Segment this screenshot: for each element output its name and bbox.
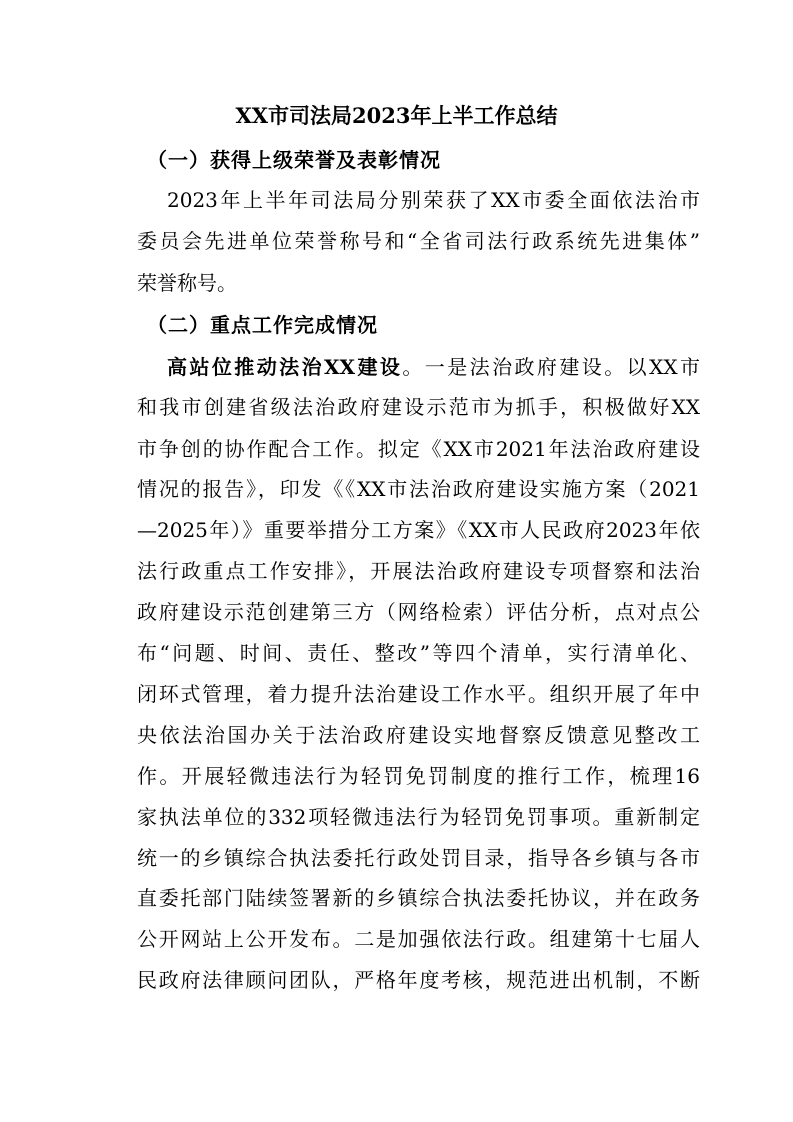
document-title: XX市司法局2023年上半工作总结 — [235, 103, 558, 128]
lead-text: 。一是法治政府建设。以XX市 — [402, 355, 700, 379]
paragraph-line: 直委托部门陆续签署新的乡镇综合执法委托协议，并在政务 — [137, 886, 700, 910]
paragraph-line: 民政府法律顾问团队，严格年度考核，规范进出机制，不断 — [137, 968, 700, 992]
paragraph-line: —2025年）》重要举措分工方案》《XX市人民政府2023年依 — [137, 518, 700, 542]
paragraph-line: 情况的报告》，印发《《XX市法治政府建设实施方案（2021 — [137, 477, 700, 501]
paragraph-line: 市争创的协作配合工作。拟定《XX市2021年法治政府建设 — [137, 437, 700, 461]
paragraph-line: 2023年上半年司法局分别荣获了XX市委全面依法治市 — [167, 188, 700, 212]
paragraph-line: 委员会先进单位荣誉称号和“全省司法行政系统先进集体” — [137, 229, 700, 253]
paragraph-line: 法行政重点工作安排》，开展法治政府建设专项督察和法治 — [137, 559, 700, 583]
section-heading-honors: （一）获得上级荣誉及表彰情况 — [147, 148, 441, 172]
paragraph-line: 和我市创建省级法治政府建设示范市为抓手，积极做好XX — [137, 395, 700, 419]
paragraph-line: 统一的乡镇综合执法委托行政处罚目录，指导各乡镇与各市 — [137, 846, 700, 870]
paragraph-line: 政府建设示范创建第三方（网络检索）评估分析，点对点公 — [137, 600, 700, 624]
paragraph-line: 荣誉称号。 — [137, 271, 237, 295]
paragraph-line: 家执法单位的332项轻微违法行为轻罚免罚事项。重新制定 — [137, 805, 700, 829]
paragraph-line: 作。开展轻微违法行为轻罚免罚制度的推行工作，梳理16 — [137, 764, 700, 788]
paragraph-line: 布“问题、时间、责任、整改”等四个清单，实行清单化、 — [137, 641, 700, 665]
section-heading-key-work: （二）重点工作完成情况 — [147, 313, 378, 337]
paragraph-line: 公开网站上公开发布。二是加强依法行政。组建第十七届人 — [137, 927, 700, 951]
paragraph-line: 央依法治国办关于法治政府建设实地督察反馈意见整改工 — [137, 723, 700, 747]
lead-bold-text: 高站位推动法治XX建设 — [167, 355, 403, 379]
paragraph-line: 闭环式管理，着力提升法治建设工作水平。组织开展了年中 — [137, 682, 700, 706]
paragraph-line-lead — [167, 352, 700, 382]
